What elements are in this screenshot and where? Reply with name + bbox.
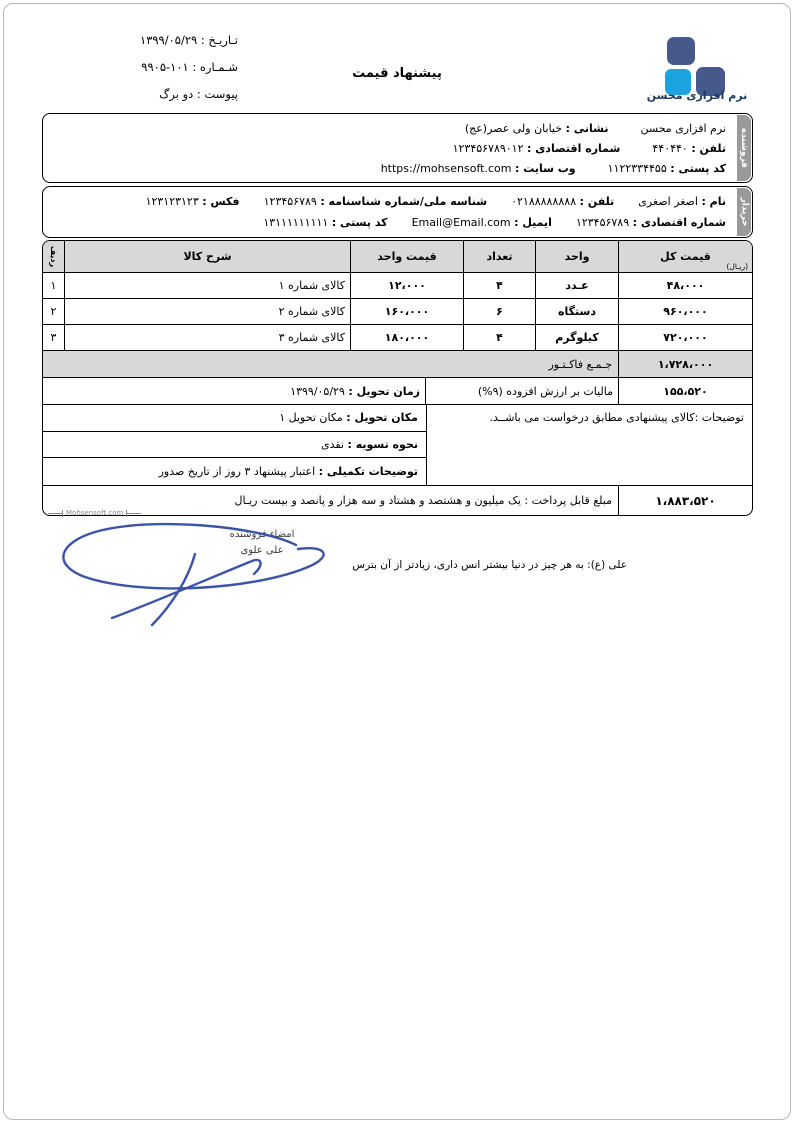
item-unit: کیلوگرم — [536, 325, 619, 350]
buyer-name: نام : اصغر اصغری — [638, 195, 726, 208]
header-unit: واحد — [536, 241, 619, 272]
item-quantity: ۶ — [464, 299, 536, 324]
item-quantity: ۴ — [464, 273, 536, 298]
item-description: کالای شماره ۳ — [65, 325, 351, 350]
item-total: ۷۲۰،۰۰۰ — [663, 331, 708, 344]
date-value: ۱۳۹۹/۰۵/۲۹ — [140, 33, 198, 47]
seller-economic-code: شماره اقتصادی : ۱۲۳۴۵۶۷۸۹۰۱۲ — [452, 141, 621, 155]
attachment-line — [60, 87, 238, 102]
buyer-fax: فکس : ۱۲۳۱۲۳۱۲۳ — [145, 195, 240, 208]
delivery-time: زمان تحویل : ۱۳۹۹/۰۵/۲۹ — [43, 378, 426, 404]
item-quantity: ۴ — [464, 325, 536, 350]
table-row — [43, 299, 752, 325]
item-unit: عـدد — [536, 273, 619, 298]
attachment-label: پیوست : — [196, 87, 238, 101]
header-row-number: ردیف — [43, 241, 65, 272]
signature-block — [222, 527, 302, 559]
document-title: پیشنهاد قیمت — [352, 66, 442, 81]
item-unit-price: ۱۸۰،۰۰۰ — [351, 325, 464, 350]
invoice-sum-row — [43, 351, 752, 378]
item-unit: دستگاه — [536, 299, 619, 324]
seller-line-3 — [53, 162, 726, 175]
watermark — [48, 509, 141, 518]
document-meta — [60, 33, 238, 114]
delivery-details — [43, 405, 427, 485]
extra-notes: توضیحات تکمیلی : اعتبار پیشنهاد ۳ روز از تاریخ صدور — [158, 465, 418, 479]
buyer-phone: تلفن : ۰۲۱۸۸۸۸۸۸۸۸ — [511, 195, 615, 208]
vat-label: مالیات بر ارزش افزوده (۹%) — [426, 378, 619, 404]
item-unit-price: ۱۲،۰۰۰ — [351, 273, 464, 298]
settlement-method: نحوه تسویه : نقدی — [43, 432, 426, 459]
buyer-postal-code: کد پستی : ۱۳۱۱۱۱۱۱۱۱۱ — [263, 216, 388, 229]
details-block — [43, 405, 752, 486]
table-header — [43, 241, 752, 273]
number-label: شـمـاره : — [192, 60, 238, 74]
items-table — [42, 240, 753, 516]
number-line — [60, 60, 238, 75]
header-total-price: قیمت کل (ریـال) — [660, 250, 748, 271]
row-number: ۲ — [43, 299, 65, 324]
header-description: شرح کالا — [65, 241, 351, 272]
signature-title: امضاء فروشنده — [229, 529, 295, 540]
payable-words: مبلغ قابل پرداخت : یک میلیون و هشتصد و هشتاد و سه هزار و پانصد و بیست ریـال — [43, 486, 619, 515]
seller-postal-code: کد پستی : ۱۱۲۲۳۳۴۴۵۵ — [607, 161, 726, 175]
vat-row — [43, 378, 752, 405]
item-total: ۴۸،۰۰۰ — [666, 279, 705, 292]
date-line — [60, 33, 238, 48]
header-total-currency: (ریـال) — [726, 262, 748, 271]
invoice-sum-label: جـمـع فاکـتـور — [43, 351, 619, 377]
table-row — [43, 325, 752, 351]
watermark-text: Mohsensoft.com — [66, 509, 124, 517]
seller-tab-label: فروشنده — [739, 127, 749, 169]
notes-text: کالای پیشنهادی مطابق درخواست می باشــد. — [489, 411, 695, 424]
seller-phone: تلفن : ۴۴۰۴۴۰ — [652, 141, 726, 155]
buyer-line-2 — [53, 216, 726, 229]
notes-label: توضیحات : — [694, 411, 744, 424]
header-unit-price: قیمت واحد — [351, 241, 464, 272]
table-row — [43, 273, 752, 299]
payable-row — [43, 486, 752, 515]
logo-text: نرم افزاری محسن — [646, 89, 748, 102]
delivery-place: مکان تحویل : مکان تحویل ۱ — [43, 405, 426, 432]
item-description: کالای شماره ۱ — [65, 273, 351, 298]
seller-line-1 — [53, 122, 726, 135]
header-quantity: تعداد — [464, 241, 536, 272]
buyer-box — [42, 186, 753, 238]
seller-address: نشانی : خیابان ولی عصر(عج) — [464, 121, 609, 135]
buyer-tab — [737, 188, 751, 236]
item-total: ۹۶۰،۰۰۰ — [663, 305, 708, 318]
quote-text: علی (ع): به هر چیز در دنیا بیشتر انس داری، زیادتر از آن بترس — [352, 559, 627, 571]
logo-square-top-icon — [667, 37, 695, 65]
payable-value: ۱،۸۸۳،۵۲۰ — [655, 493, 716, 508]
item-unit-price: ۱۶۰،۰۰۰ — [351, 299, 464, 324]
logo — [645, 28, 749, 108]
row-number: ۳ — [43, 325, 65, 350]
vat-value: ۱۵۵،۵۲۰ — [663, 384, 708, 398]
buyer-line-1 — [53, 195, 726, 208]
seller-box — [42, 113, 753, 183]
row-number: ۱ — [43, 273, 65, 298]
seller-website: وب سایت : https://mohsensoft.com — [380, 161, 576, 175]
number-value: ۱۰۱-۹۹۰۵ — [141, 60, 189, 74]
buyer-tab-label: خریدار — [739, 197, 749, 227]
date-label: تـاریـخ : — [200, 33, 238, 47]
invoice-sum-value: ۱،۷۲۸،۰۰۰ — [657, 357, 714, 371]
notes-cell — [427, 405, 752, 485]
seller-tab — [737, 115, 751, 181]
seller-line-2 — [53, 142, 726, 155]
attachment-value: دو برگ — [159, 87, 194, 101]
buyer-national-id: شناسه ملی/شماره شناسنامه : ۱۲۳۴۵۶۷۸۹ — [263, 195, 488, 208]
signature-name: علی علوی — [240, 545, 284, 556]
buyer-economic-code: شماره اقتصادی : ۱۲۳۴۵۶۷۸۹ — [575, 216, 726, 229]
seller-name: نرم افزاری محسن — [640, 121, 726, 135]
buyer-email: ایمیل : Email@Email.com — [411, 216, 552, 229]
item-description: کالای شماره ۲ — [65, 299, 351, 324]
